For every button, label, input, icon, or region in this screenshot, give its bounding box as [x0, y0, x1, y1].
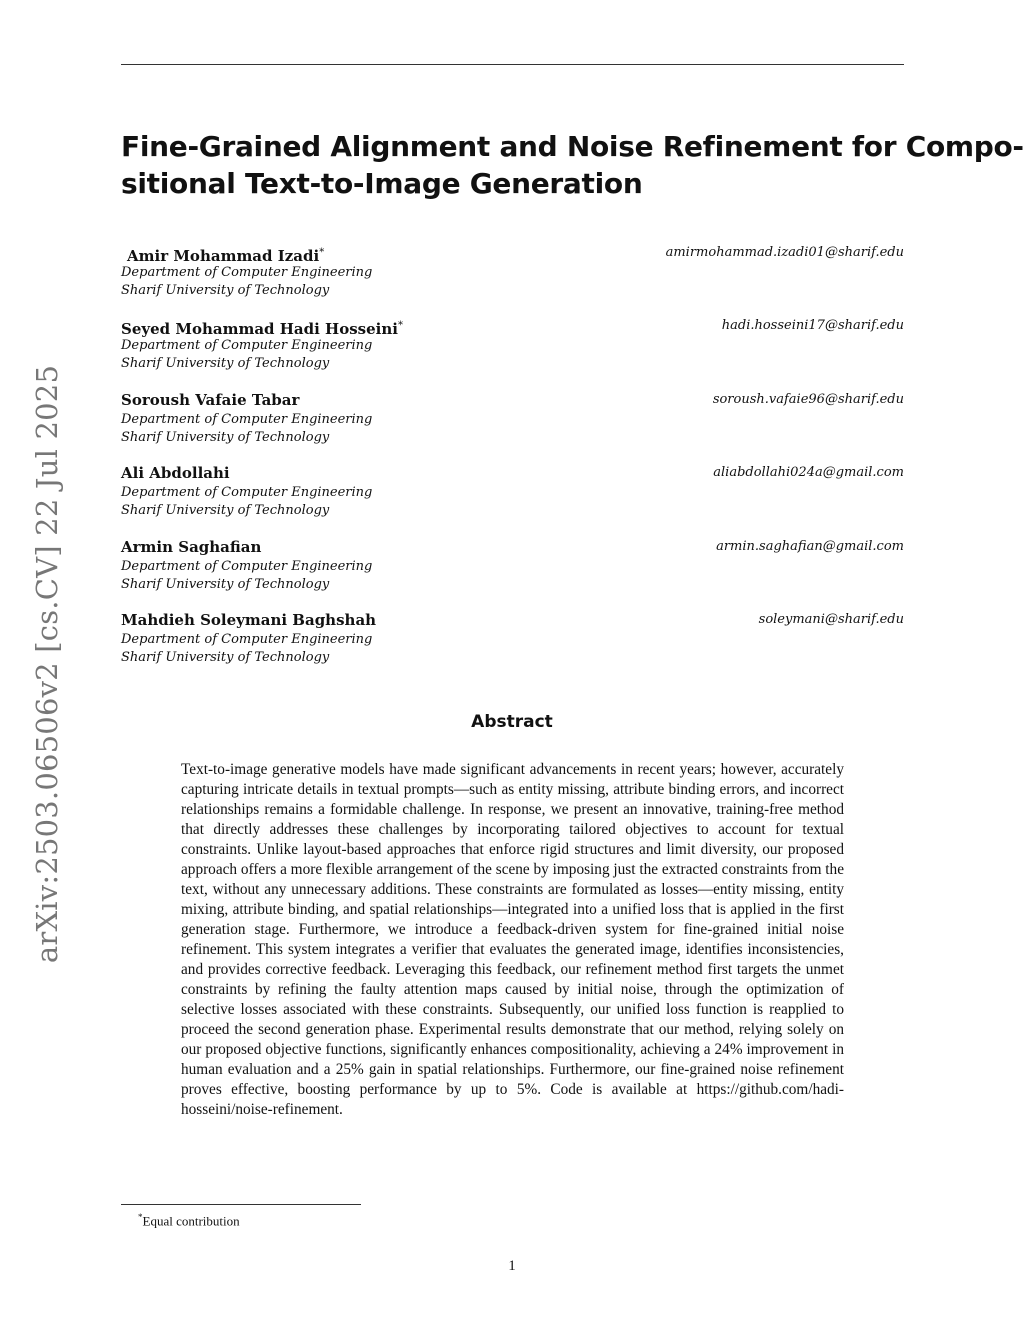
author-email: armin.saghafian@gmail.com	[716, 539, 904, 554]
page-number: 1	[508, 1258, 516, 1274]
author-name: Amir Mohammad Izadi*	[127, 247, 325, 265]
author-name: Seyed Mohammad Hadi Hosseini*	[121, 320, 403, 338]
author-university: Sharif University of Technology	[121, 650, 330, 665]
author-block	[121, 391, 904, 451]
author-block	[121, 611, 904, 671]
abstract-text: Text-to-image generative models have made significant advancements in recent years; however, accurately capturing intricate details in textual prompts—such as entity missing, attribute binding errors, and incorrect relationships remains a formidable challenge. In response, we present an innovative, training-free method that directly addresses these challenges by incorporating tailored objectives to account for textual constraints. Unlike layout-based approaches that enforce rigid structures and limit diversity, our proposed approach offers a more flexible arrangement of the scene by imposing just the extracted constraints from the text, without any unnecessary additions. These constraints are formulated as losses—entity missing, entity mixing, attribute binding, and spatial relationships—integrated into a unified loss that is applied in the first generation stage. Furthermore, we introduce a feedback-driven system for fine-grained initial noise refinement. This system integrates a verifier that evaluates the generated image, identifies inconsistencies, and provides corrective feedback. Leveraging this feedback, our refinement method first targets the unmet constraints by refining the faulty attention maps caused by initial noise, through the optimization of selective losses associated with these constraints. Subsequently, our unified loss function is reapplied to proceed the second generation phase. Experimental results demonstrate that our method, relying solely on our proposed objective functions, significantly enhances compositionality, achieving a 24% improvement in human evaluation and a 25% gain in spatial relationships. Furthermore, our fine-grained noise refinement proves effective, boosting performance by up to 5%. Code is available at https://github.com/hadi-hosseini/noise-refinement.	[181, 761, 844, 1118]
author-university: Sharif University of Technology	[121, 356, 330, 371]
author-department: Department of Computer Engineering	[121, 338, 373, 353]
author-university: Sharif University of Technology	[121, 430, 330, 445]
author-department: Department of Computer Engineering	[121, 485, 373, 500]
author-email: soroush.vafaie96@sharif.edu	[712, 392, 904, 407]
author-name: Ali Abdollahi	[121, 464, 230, 482]
author-block	[121, 244, 904, 304]
author-university: Sharif University of Technology	[121, 577, 330, 592]
paper-title-line-2: sitional Text-to-Image Generation	[121, 167, 643, 200]
paper-title	[121, 128, 1024, 202]
footnote-text: Equal contribution	[142, 1213, 240, 1229]
author-name: Mahdieh Soleymani Baghshah	[121, 611, 377, 629]
author-email: aliabdollahi024a@gmail.com	[713, 465, 904, 480]
footnote-rule	[121, 1204, 361, 1205]
author-name: Armin Saghafian	[121, 538, 262, 556]
author-department: Department of Computer Engineering	[121, 632, 373, 647]
author-email: amirmohammad.izadi01@sharif.edu	[665, 245, 904, 260]
footnote	[138, 1209, 240, 1229]
abstract-heading: Abstract	[471, 712, 553, 732]
author-block	[121, 464, 904, 524]
footnote-mark: *	[138, 1212, 143, 1222]
author-department: Department of Computer Engineering	[121, 265, 373, 280]
author-email: soleymani@sharif.edu	[758, 612, 904, 627]
arxiv-identifier: arXiv:2503.06506v2 [cs.CV] 22 Jul 2025	[30, 364, 64, 964]
author-department: Department of Computer Engineering	[121, 559, 373, 574]
author-department: Department of Computer Engineering	[121, 412, 373, 427]
author-university: Sharif University of Technology	[121, 503, 330, 518]
author-email: hadi.hosseini17@sharif.edu	[721, 318, 904, 333]
equal-contribution-mark: *	[397, 320, 403, 331]
author-block	[121, 538, 904, 598]
author-name: Soroush Vafaie Tabar	[121, 391, 300, 409]
top-rule	[121, 64, 904, 65]
author-block	[121, 317, 904, 377]
equal-contribution-mark: *	[319, 247, 325, 258]
paper-title-line-1: Fine-Grained Alignment and Noise Refinement for Compo-	[121, 130, 1024, 163]
author-university: Sharif University of Technology	[121, 283, 330, 298]
